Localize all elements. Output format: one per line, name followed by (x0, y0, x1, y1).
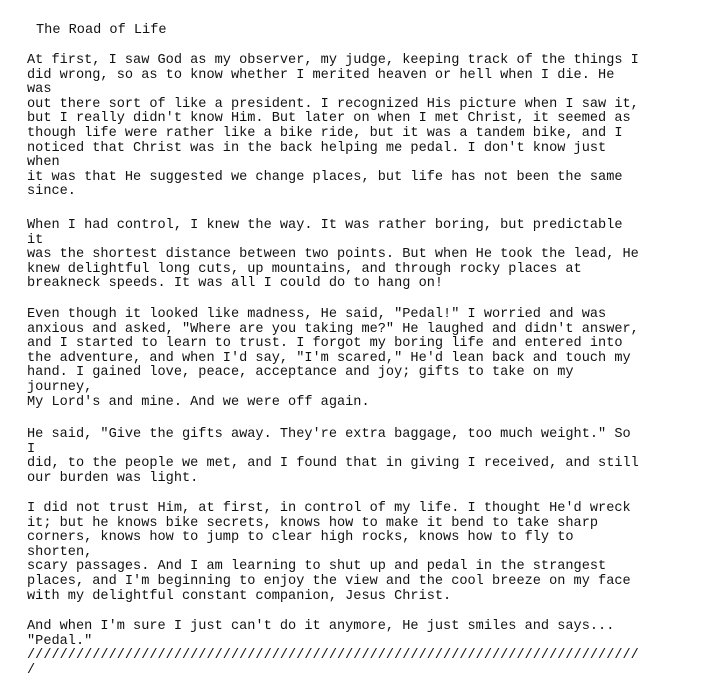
text-line: I did not trust Him, at first, in control of my life. I thought He'd wreck (27, 501, 631, 516)
text-line: was (27, 82, 52, 98)
text-line: it; but he knows bike secrets, knows how to make it bend to take sharp (27, 515, 599, 531)
text-line: the adventure, and when I'd say, "I'm scared," He'd lean back and touch my (27, 350, 631, 366)
text-line: When I had control, I knew the way. It was rather boring, but predictable (27, 218, 623, 233)
text-line: I (27, 441, 36, 457)
text-line: journey, (27, 379, 93, 395)
text-line: scary passages. And I am learning to shut up and pedal in the strangest (27, 559, 607, 575)
text-line: when (27, 155, 60, 171)
text-line: "Pedal." (27, 633, 93, 649)
text-line: My Lord's and mine. And we were off again. (27, 394, 370, 410)
text-line: At first, I saw God as my observer, my judge, keeping track of the things I (27, 53, 639, 68)
text-line: anxious and asked, "Where are you taking me?" He laughed and didn't answer, (27, 321, 639, 337)
divider-line: /////////////////////////////////////////////////////////////////////////// (27, 648, 639, 663)
text-line: knew delightful long cuts, up mountains, and through rocky places at (27, 261, 582, 277)
document-title: The Road of Life (36, 23, 167, 38)
divider-line: / (27, 662, 36, 678)
text-line: noticed that Christ was in the back helping me pedal. I don't know just (27, 140, 607, 156)
text-line: did wrong, so as to know whether I merited heaven or hell when I die. He (27, 67, 615, 83)
text-line: it was that He suggested we change places, but life has not been the same (27, 169, 623, 185)
paragraph-4 (27, 428, 639, 486)
text-line: our burden was light. (27, 470, 199, 486)
paragraph-2 (27, 219, 639, 292)
text-line: with my delightful constant companion, Jesus Christ. (27, 588, 452, 604)
text-line: corners, knows how to jump to clear high rocks, knows how to fly to (27, 530, 574, 546)
text-line: hand. I gained love, peace, acceptance and joy; gifts to take on my (27, 365, 574, 381)
text-line: And when I'm sure I just can't do it anymore, He just smiles and says... (27, 619, 615, 634)
slash-divider (27, 649, 639, 678)
text-line: but I really didn't know Him. But later on when I met Christ, it seemed as (27, 111, 631, 127)
text-line: it (27, 232, 44, 248)
text-line: though life were rather like a bike ride, but it was a tandem bike, and I (27, 125, 623, 141)
paragraph-6 (27, 620, 614, 649)
paragraph-3 (27, 308, 639, 410)
text-line: Even though it looked like madness, He said, "Pedal!" I worried and was (27, 307, 607, 322)
text-line: out there sort of like a president. I recognized His picture when I saw it, (27, 96, 639, 112)
text-line: He said, "Give the gifts away. They're extra baggage, too much weight." So (27, 427, 631, 442)
text-line: did, to the people we met, and I found that in giving I received, and still (27, 456, 639, 472)
text-line: since. (27, 184, 76, 200)
paragraph-5 (27, 502, 631, 604)
text-line: shorten, (27, 544, 93, 560)
text-line: breakneck speeds. It was all I could do to hang on! (27, 276, 444, 292)
text-line: places, and I'm beginning to enjoy the view and the cool breeze on my face (27, 573, 631, 589)
text-line: and I started to learn to trust. I forgot my boring life and entered into (27, 336, 623, 352)
text-line: was the shortest distance between two points. But when He took the lead, He (27, 247, 639, 263)
paragraph-1 (27, 54, 639, 200)
